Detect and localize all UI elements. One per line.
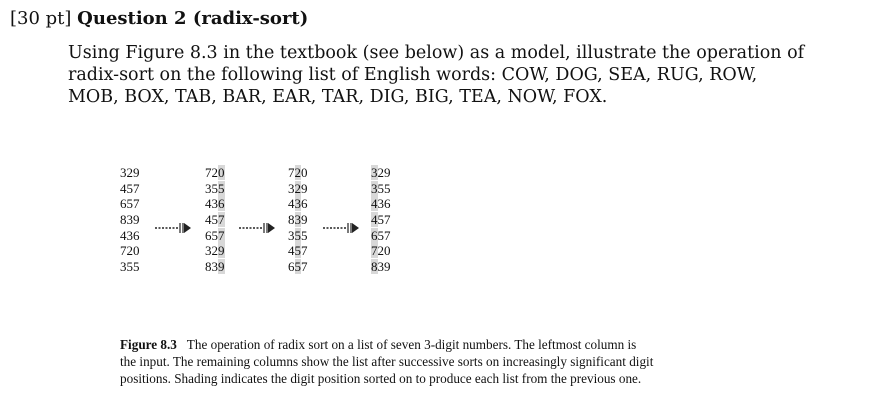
- figure-number: [288, 243, 308, 259]
- figure-digit: 8: [205, 259, 212, 275]
- figure-number: [288, 259, 308, 275]
- figure-number: [288, 165, 308, 181]
- figure-digit: 3: [211, 196, 218, 212]
- radix-sort-figure: [120, 165, 420, 290]
- figure-digit: 6: [384, 196, 391, 212]
- figure-digit: 7: [384, 227, 391, 243]
- figure-digit: 9: [218, 243, 225, 259]
- prompt-line: Using Figure 8.3 in the textbook (see below) as a model, illustrate the operation of: [68, 43, 805, 63]
- figure-number: 720: [120, 243, 140, 259]
- figure-digit: 7: [301, 259, 308, 275]
- figure-digit: 7: [288, 165, 295, 180]
- figure-digit: 5: [294, 243, 301, 259]
- figure-digit: 3: [377, 259, 384, 275]
- figure-number: [288, 196, 308, 212]
- figure-digit: 7: [301, 243, 308, 259]
- figure-digit: 6: [301, 196, 308, 212]
- figure-digit: 7: [218, 212, 225, 228]
- figure-number: 839: [120, 212, 140, 228]
- figure-digit: 2: [294, 180, 301, 196]
- arrow-icon: [238, 221, 276, 235]
- figure-digit: 3: [371, 165, 378, 180]
- figure-digit: 5: [377, 180, 384, 196]
- figure-digit: 3: [294, 196, 301, 212]
- figure-number: [288, 228, 308, 244]
- figure-digit: 4: [205, 212, 212, 228]
- figure-digit: 5: [218, 180, 225, 196]
- figure-digit: 7: [205, 165, 212, 180]
- figure-digit: 6: [205, 227, 212, 243]
- figure-digit: 2: [211, 165, 218, 180]
- arrow-icon: [322, 221, 360, 235]
- figure-digit: 2: [211, 243, 218, 259]
- figure-number: 329: [120, 165, 140, 180]
- figure-digit: 3: [288, 180, 295, 196]
- figure-number: [288, 212, 308, 228]
- figure-digit: 5: [377, 227, 384, 243]
- figure-digit: 2: [294, 165, 301, 180]
- figure-digit: 5: [384, 180, 391, 196]
- figure-number: [205, 228, 225, 244]
- figure-digit: 4: [288, 196, 295, 212]
- figure-digit: 3: [377, 196, 384, 212]
- figure-number: [205, 243, 225, 259]
- figure-digit: 4: [205, 196, 212, 212]
- figure-digit: 4: [371, 212, 378, 228]
- figure-digit: 2: [377, 165, 384, 180]
- figure-digit: 6: [218, 196, 225, 212]
- prompt-line: MOB, BOX, TAB, BAR, EAR, TAR, DIG, BIG, TEA, NOW, FOX.: [68, 87, 608, 107]
- figure-digit: 9: [384, 259, 391, 275]
- caption-text: The operation of radix sort on a list of seven 3-digit numbers. The leftmost column is: [186, 337, 637, 352]
- figure-number: 657: [120, 196, 140, 212]
- question-title: Question 2 (radix-sort): [77, 8, 309, 29]
- caption-label: Figure 8.3: [120, 337, 177, 352]
- caption-line-1: [120, 336, 770, 353]
- figure-number: [371, 196, 391, 212]
- figure-digit: 5: [294, 259, 301, 275]
- figure-digit: 5: [294, 227, 301, 243]
- arrow-icon: [154, 221, 192, 235]
- figure-digit: 3: [371, 180, 378, 196]
- figure-number: [205, 212, 225, 228]
- figure-digit: 3: [205, 243, 212, 259]
- figure-digit: 5: [377, 212, 384, 228]
- figure-digit: 7: [384, 212, 391, 228]
- figure-number: 436: [120, 227, 140, 243]
- figure-number: [371, 181, 391, 197]
- figure-digit: 0: [384, 243, 391, 259]
- figure-number: [371, 212, 391, 228]
- figure-number: 355: [120, 259, 140, 275]
- figure-digit: 9: [301, 180, 308, 196]
- figure-number: [288, 181, 308, 197]
- figure-column-pass-1: [205, 165, 225, 275]
- figure-digit: 8: [288, 212, 295, 228]
- figure-digit: 9: [301, 212, 308, 228]
- figure-number: 457: [120, 180, 140, 196]
- figure-digit: 6: [288, 259, 295, 275]
- figure-number: [371, 243, 391, 259]
- question-points: [30 pt]: [10, 8, 72, 29]
- figure-digit: 9: [218, 259, 225, 275]
- figure-number: [205, 196, 225, 212]
- figure-digit: 4: [371, 196, 378, 212]
- figure-digit: 3: [205, 180, 212, 196]
- figure-digit: 7: [371, 243, 378, 259]
- figure-digit: 3: [211, 259, 218, 275]
- figure-number: [205, 165, 225, 181]
- figure-number: [371, 259, 391, 275]
- caption-text: the input. The remaining columns show the list after successive sorts on increasingly significant digit: [120, 354, 654, 369]
- figure-number: [371, 165, 391, 181]
- figure-digit: 6: [371, 227, 378, 243]
- figure-digit: 5: [211, 212, 218, 228]
- figure-number: [205, 259, 225, 275]
- figure-column-pass-2: [288, 165, 308, 275]
- figure-digit: 2: [377, 243, 384, 259]
- figure-number: [371, 228, 391, 244]
- figure-digit: 9: [384, 165, 391, 180]
- figure-number: [205, 181, 225, 197]
- prompt-line: radix-sort on the following list of English words: COW, DOG, SEA, RUG, ROW,: [68, 65, 758, 85]
- figure-column-input: [120, 165, 140, 275]
- figure-digit: 5: [211, 180, 218, 196]
- figure-digit: 5: [211, 227, 218, 243]
- question-prompt: [68, 42, 808, 108]
- figure-digit: 4: [288, 243, 295, 259]
- question-heading: [10, 8, 308, 29]
- caption-text: positions. Shading indicates the digit position sorted on to produce each list from the previous one.: [120, 371, 642, 386]
- figure-column-pass-3: [371, 165, 391, 275]
- figure-caption: [120, 336, 770, 387]
- figure-digit: 3: [288, 227, 295, 243]
- figure-digit: 5: [301, 227, 308, 243]
- figure-digit: 8: [371, 259, 378, 275]
- figure-digit: 3: [294, 212, 301, 228]
- figure-digit: 0: [218, 165, 225, 180]
- figure-digit: 0: [301, 165, 308, 180]
- figure-digit: 7: [218, 227, 225, 243]
